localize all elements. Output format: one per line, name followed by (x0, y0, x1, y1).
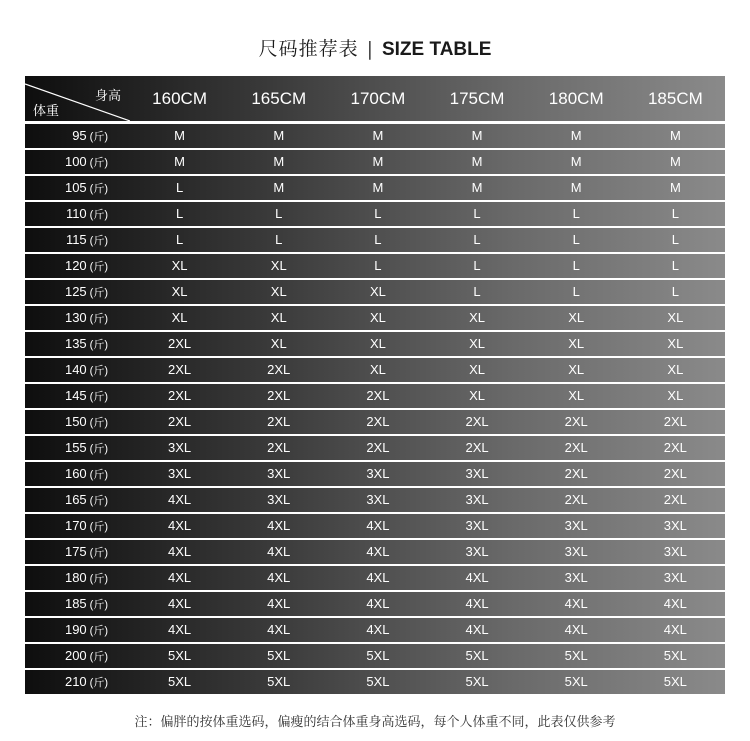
size-cell: 4XL (465, 596, 489, 611)
weight-unit: (斤) (89, 391, 108, 403)
footnote: 注：偏胖的按体重选码，偏瘦的结合体重身高选码，每个人体重不同，此表仅供参考 (134, 715, 616, 730)
size-cell: 5XL (366, 674, 390, 689)
size-cell: 2XL (564, 492, 588, 507)
size-cell: 5XL (663, 648, 687, 663)
size-cell: 5XL (168, 674, 192, 689)
size-cell: 3XL (663, 518, 687, 533)
size-cell: L (275, 206, 283, 221)
size-cell: 2XL (168, 414, 192, 429)
size-cell: 5XL (267, 674, 291, 689)
size-cell: XL (270, 336, 287, 351)
table-row (25, 488, 725, 514)
table-row (25, 280, 725, 306)
weight-unit: (斤) (89, 521, 108, 533)
size-cell: 2XL (366, 414, 390, 429)
weight-unit: (斤) (89, 183, 108, 195)
size-cell: 5XL (564, 648, 588, 663)
weight-value: 165 (64, 492, 87, 507)
weight-unit: (斤) (89, 313, 108, 325)
size-cell: 4XL (267, 544, 291, 559)
size-cell: XL (270, 284, 287, 299)
size-cell: L (671, 258, 679, 273)
weight-value: 100 (64, 154, 87, 169)
table-row (25, 202, 725, 228)
weight-value: 155 (64, 440, 87, 455)
size-cell: XL (469, 310, 485, 325)
size-cell: 2XL (663, 440, 687, 455)
size-cell: L (473, 284, 481, 299)
weight-value: 210 (64, 674, 87, 689)
size-cell: 4XL (366, 596, 390, 611)
size-cell: 2XL (564, 414, 588, 429)
size-cell: M (273, 154, 285, 169)
weight-cell (25, 644, 130, 668)
size-cell: 4XL (267, 622, 291, 637)
weight-cell (25, 228, 130, 252)
size-cell: 5XL (564, 674, 588, 689)
size-cell: XL (369, 310, 386, 325)
size-cell: 4XL (168, 492, 192, 507)
size-cell: 2XL (564, 466, 588, 481)
weight-cell (25, 436, 130, 460)
table-row (25, 358, 725, 384)
size-cell: M (570, 180, 582, 195)
size-cell: 3XL (465, 466, 489, 481)
size-cell: 3XL (168, 440, 192, 455)
table-row (25, 644, 725, 670)
size-cell: M (372, 180, 384, 195)
table-row (25, 306, 725, 332)
size-cell: 2XL (663, 492, 687, 507)
weight-value: 135 (64, 336, 87, 351)
size-cell: 3XL (465, 544, 489, 559)
size-cell: L (473, 206, 481, 221)
size-cell: 5XL (168, 648, 192, 663)
table-body (25, 124, 725, 694)
size-cell: 4XL (366, 544, 390, 559)
weight-value: 175 (64, 544, 87, 559)
weight-cell (25, 566, 130, 590)
size-cell: L (572, 258, 580, 273)
weight-cell (25, 618, 130, 642)
size-cell: 4XL (267, 596, 291, 611)
size-cell: 2XL (168, 362, 192, 377)
height-header: 165CM (251, 89, 307, 108)
size-cell: XL (667, 362, 684, 377)
size-cell: L (572, 232, 580, 247)
weight-value: 200 (64, 648, 87, 663)
size-cell: 3XL (465, 518, 489, 533)
size-cell: L (572, 284, 580, 299)
size-cell: M (174, 128, 185, 143)
weight-unit: (斤) (89, 677, 108, 689)
weight-value: 170 (64, 518, 87, 533)
weight-value: 145 (64, 388, 87, 403)
size-cell: 4XL (168, 570, 192, 585)
size-cell: XL (667, 388, 684, 403)
size-cell: 4XL (465, 570, 489, 585)
size-table (25, 76, 725, 694)
size-cell: 2XL (564, 440, 588, 455)
size-cell: 2XL (267, 440, 291, 455)
size-cell: L (671, 284, 679, 299)
height-header: 185CM (647, 89, 703, 108)
weight-cell (25, 202, 130, 226)
corner-cell (25, 76, 130, 121)
weight-cell (25, 592, 130, 616)
weight-unit: (斤) (89, 547, 108, 559)
weight-cell (25, 332, 130, 356)
table-row (25, 592, 725, 618)
weight-cell (25, 488, 130, 512)
size-cell: 3XL (168, 466, 192, 481)
size-cell: 3XL (564, 570, 588, 585)
size-cell: 3XL (465, 492, 489, 507)
weight-unit: (斤) (89, 417, 108, 429)
size-cell: 5XL (465, 674, 489, 689)
size-cell: L (473, 258, 481, 273)
size-cell: L (671, 206, 679, 221)
size-cell: M (669, 154, 681, 169)
title-english: SIZE TABLE (381, 39, 492, 60)
size-cell: M (273, 180, 285, 195)
size-cell: L (175, 232, 184, 247)
size-cell: XL (270, 258, 287, 273)
size-cell: XL (171, 310, 188, 325)
size-cell: 4XL (663, 622, 687, 637)
size-cell: M (471, 154, 483, 169)
size-cell: XL (369, 284, 386, 299)
table-row (25, 176, 725, 202)
size-cell: 3XL (564, 544, 588, 559)
table-row (25, 618, 725, 644)
height-header: 160CM (152, 89, 207, 108)
size-cell: 4XL (267, 518, 291, 533)
size-cell: 3XL (267, 492, 291, 507)
weight-axis-label: 体重 (33, 104, 60, 119)
weight-value: 95 (72, 128, 87, 143)
size-cell: L (671, 232, 679, 247)
size-cell: 4XL (267, 570, 291, 585)
height-header: 175CM (449, 89, 505, 108)
weight-unit: (斤) (89, 131, 108, 143)
size-cell: 3XL (663, 544, 687, 559)
size-cell: L (175, 206, 184, 221)
weight-unit: (斤) (89, 157, 108, 169)
size-cell: 4XL (465, 622, 489, 637)
title-chinese: 尺码推荐表 (258, 38, 359, 60)
size-cell: 2XL (366, 440, 390, 455)
size-cell: M (471, 180, 483, 195)
size-cell: L (275, 232, 283, 247)
table-row (25, 462, 725, 488)
weight-unit: (斤) (89, 651, 108, 663)
size-cell: 5XL (663, 674, 687, 689)
weight-value: 105 (64, 180, 87, 195)
weight-value: 120 (64, 258, 87, 273)
weight-cell (25, 254, 130, 278)
weight-unit: (斤) (89, 443, 108, 455)
weight-value: 150 (64, 414, 87, 429)
weight-value: 140 (64, 362, 87, 377)
weight-value: 125 (64, 284, 87, 299)
weight-value: 110 (65, 206, 87, 221)
size-cell: XL (469, 336, 485, 351)
weight-value: 190 (64, 622, 87, 637)
size-cell: M (372, 154, 384, 169)
size-cell: M (570, 154, 582, 169)
size-cell: L (175, 180, 184, 195)
size-cell: L (374, 258, 382, 273)
size-cell: 4XL (564, 622, 588, 637)
table-row (25, 124, 725, 150)
size-cell: XL (270, 310, 287, 325)
size-cell: 2XL (267, 362, 291, 377)
size-cell: 4XL (168, 518, 192, 533)
weight-value: 180 (64, 570, 87, 585)
size-cell: M (471, 128, 483, 143)
weight-value: 160 (64, 466, 87, 481)
table-row (25, 384, 725, 410)
size-cell: M (669, 180, 681, 195)
size-cell: 2XL (465, 440, 489, 455)
size-cell: 3XL (564, 518, 588, 533)
size-cell: XL (171, 258, 188, 273)
table-row (25, 254, 725, 280)
weight-cell (25, 124, 130, 148)
table-row (25, 566, 725, 592)
size-cell: 4XL (168, 622, 192, 637)
weight-unit: (斤) (89, 599, 108, 611)
table-row (25, 410, 725, 436)
size-cell: XL (568, 362, 585, 377)
weight-cell (25, 384, 130, 408)
table-row (25, 670, 725, 694)
size-cell: 2XL (366, 388, 390, 403)
size-cell: M (669, 128, 681, 143)
size-cell: 4XL (168, 596, 192, 611)
size-cell: XL (369, 362, 386, 377)
size-cell: XL (568, 388, 585, 403)
table-row (25, 514, 725, 540)
size-cell: 2XL (267, 414, 291, 429)
size-cell: 2XL (465, 414, 489, 429)
weight-cell (25, 306, 130, 330)
size-cell: L (374, 232, 382, 247)
weight-unit: (斤) (89, 261, 108, 273)
size-cell: M (570, 128, 582, 143)
size-cell: M (273, 128, 285, 143)
size-cell: XL (667, 336, 684, 351)
weight-cell (25, 540, 130, 564)
weight-unit: (斤) (89, 365, 108, 377)
weight-cell (25, 176, 130, 200)
weight-cell (25, 462, 130, 486)
weight-cell (25, 150, 130, 174)
page-title (0, 34, 750, 61)
size-cell: 4XL (366, 570, 390, 585)
size-cell: 5XL (366, 648, 390, 663)
weight-unit: (斤) (89, 495, 108, 507)
size-cell: 5XL (465, 648, 489, 663)
size-cell: 3XL (366, 492, 390, 507)
weight-cell (25, 670, 130, 694)
weight-unit: (斤) (89, 339, 108, 351)
size-cell: XL (667, 310, 684, 325)
weight-unit: (斤) (89, 625, 108, 637)
weight-unit: (斤) (89, 209, 108, 221)
size-cell: 2XL (168, 336, 192, 351)
weight-cell (25, 280, 130, 304)
size-cell: XL (469, 388, 485, 403)
size-cell: M (372, 128, 384, 143)
weight-unit: (斤) (89, 573, 108, 585)
size-cell: 4XL (366, 518, 390, 533)
weight-cell (25, 358, 130, 382)
size-cell: 3XL (267, 466, 291, 481)
table-row (25, 332, 725, 358)
size-cell: 2XL (168, 388, 192, 403)
weight-unit: (斤) (89, 235, 108, 247)
weight-cell (25, 514, 130, 538)
table-row (25, 228, 725, 254)
height-axis-label: 身高 (94, 89, 121, 104)
size-cell: 3XL (663, 570, 687, 585)
table-row (25, 150, 725, 176)
size-cell: XL (568, 336, 585, 351)
size-cell: XL (568, 310, 585, 325)
size-cell: 2XL (663, 466, 687, 481)
weight-unit: (斤) (89, 469, 108, 481)
size-cell: L (473, 232, 481, 247)
weight-value: 115 (65, 232, 87, 247)
size-cell: XL (469, 362, 485, 377)
size-cell: 5XL (267, 648, 291, 663)
weight-unit: (斤) (89, 287, 108, 299)
weight-cell (25, 410, 130, 434)
size-cell: L (374, 206, 382, 221)
size-cell: XL (171, 284, 188, 299)
weight-value: 130 (64, 310, 87, 325)
table-row (25, 540, 725, 566)
size-cell: 4XL (663, 596, 687, 611)
height-header: 180CM (548, 89, 604, 108)
height-header: 170CM (350, 89, 406, 108)
size-cell: XL (369, 336, 386, 351)
size-cell: 4XL (564, 596, 588, 611)
table-row (25, 436, 725, 462)
size-cell: L (572, 206, 580, 221)
weight-value: 185 (64, 596, 87, 611)
header-row (25, 76, 725, 124)
size-cell: M (174, 154, 185, 169)
title-separator: | (366, 38, 374, 60)
size-cell: 2XL (663, 414, 687, 429)
size-cell: 3XL (366, 466, 390, 481)
size-cell: 2XL (267, 388, 291, 403)
size-cell: 4XL (168, 544, 192, 559)
size-cell: 4XL (366, 622, 390, 637)
